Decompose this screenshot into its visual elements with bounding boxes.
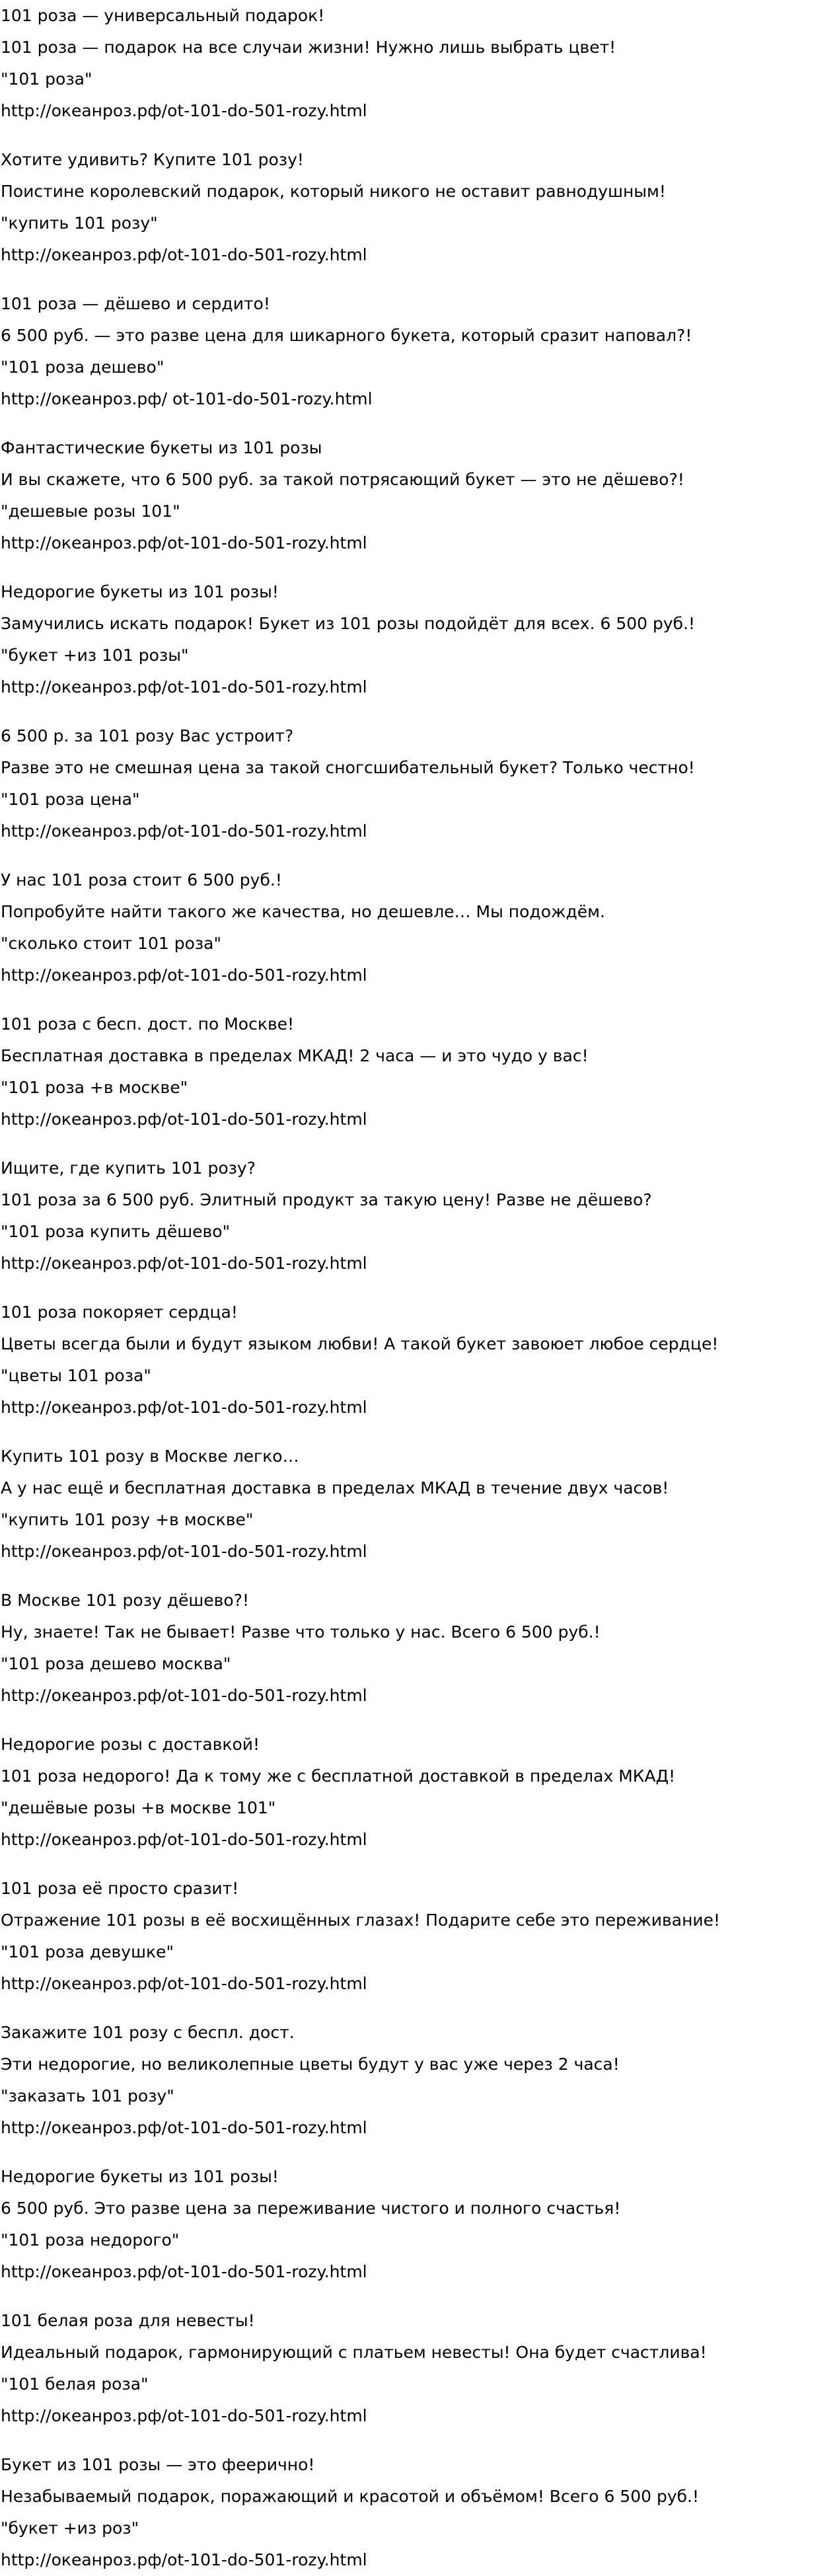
ad-keyword: "101 роза цена" [1, 790, 140, 809]
ad-description: 6 500 руб. Это разве цена за переживание чистого и полного счастья! [1, 2199, 621, 2218]
ad-url: http://океанроз.рф/ot-101-do-501-rozy.html [1, 2262, 367, 2281]
ad-keyword: "101 белая роза" [1, 2374, 149, 2394]
ad-block [1, 1441, 839, 1568]
ad-description: Эти недорогие, но великолепные цветы будут у вас уже через 2 часа! [1, 2055, 620, 2074]
ad-headline: В Москве 101 розу дёшево?! [1, 1591, 249, 1610]
ad-keyword: "сколько стоит 101 роза" [1, 934, 221, 953]
ad-headline: Недорогие розы с доставкой! [1, 1735, 260, 1754]
ad-keyword: "купить 101 розу" [1, 213, 158, 233]
ad-headline: Хотите удивить? Купите 101 розу! [1, 150, 304, 169]
ad-block [1, 1297, 839, 1423]
ad-block [1, 864, 839, 991]
ad-headline: 101 роза с бесп. дост. по Москве! [1, 1014, 295, 1034]
ad-url: http://океанроз.рф/ot-101-do-501-rozy.html [1, 101, 367, 120]
ad-keyword: "101 роза +в москве" [1, 1078, 188, 1097]
ad-block [1, 288, 839, 415]
ad-keyword: "101 роза недорого" [1, 2230, 180, 2250]
ad-description: Незабываемый подарок, поражающий и красотой и объёмом! Всего 6 500 руб.! [1, 2487, 700, 2506]
ad-headline: Недорогие букеты из 101 розы! [1, 2167, 279, 2186]
ad-block [1, 1008, 839, 1135]
ad-description: 101 роза — подарок на все случаи жизни! Нужно лишь выбрать цвет! [1, 38, 616, 57]
ad-headline: Закажите 101 розу с беспл. дост. [1, 2023, 295, 2042]
ad-headline: Букет из 101 розы — это феерично! [1, 2455, 315, 2474]
ad-description: Идеальный подарок, гармонирующий с платьем невесты! Она будет счастлива! [1, 2343, 707, 2362]
ad-keyword: "101 роза купить дёшево" [1, 1222, 231, 1241]
ad-headline: 101 роза покоряет сердца! [1, 1303, 238, 1322]
ad-description: 6 500 руб. — это разве цена для шикарного букета, который сразит наповал?! [1, 326, 692, 345]
ad-block [1, 2017, 839, 2144]
ad-keyword: "101 роза девушке" [1, 1942, 174, 1961]
ad-description: Бесплатная доставка в пределах МКАД! 2 часа — и это чудо у вас! [1, 1046, 589, 1065]
ad-url: http://океанроз.рф/ot-101-do-501-rozy.html [1, 2550, 367, 2569]
ad-block [1, 2449, 839, 2576]
ad-block [1, 1873, 839, 2000]
ad-url: http://океанроз.рф/ot-101-do-501-rozy.html [1, 1398, 367, 1417]
ad-block [1, 720, 839, 847]
ad-keyword: "101 роза" [1, 69, 92, 89]
ad-keyword: "букет +из роз" [1, 2519, 139, 2538]
ad-url: http://океанроз.рф/ot-101-do-501-rozy.html [1, 1110, 367, 1129]
ad-keyword: "101 роза дешево москва" [1, 1654, 231, 1673]
ad-block [1, 432, 839, 559]
ad-headline: Фантастические букеты из 101 розы [1, 438, 322, 457]
ad-url: http://океанроз.рф/ot-101-do-501-rozy.html [1, 1830, 367, 1849]
ad-description: Замучились искать подарок! Букет из 101 розы подойдёт для всех. 6 500 руб.! [1, 614, 696, 633]
ad-description: Разве это не смешная цена за такой сногсшибательный букет? Только честно! [1, 758, 695, 777]
ad-keyword: "цветы 101 роза" [1, 1366, 151, 1385]
ad-url: http://океанроз.рф/ot-101-do-501-rozy.html [1, 1686, 367, 1705]
ad-url: http://океанроз.рф/ot-101-do-501-rozy.html [1, 821, 367, 841]
ad-headline: Ищите, где купить 101 розу? [1, 1158, 256, 1178]
ad-block [1, 576, 839, 703]
ad-headline: Купить 101 розу в Москве легко… [1, 1447, 299, 1466]
ad-headline: 6 500 р. за 101 розу Вас устроит? [1, 726, 294, 745]
ad-headline: 101 роза её просто сразит! [1, 1879, 239, 1898]
ad-url: http://океанроз.рф/ot-101-do-501-rozy.html [1, 966, 367, 985]
ad-description: 101 роза недорого! Да к тому же с бесплатной доставкой в пределах МКАД! [1, 1766, 676, 1786]
ad-url: http://океанроз.рф/ot-101-do-501-rozy.html [1, 1974, 367, 1993]
ad-block [1, 0, 839, 127]
ad-url: http://океанроз.рф/ot-101-do-501-rozy.html [1, 245, 367, 264]
ad-headline: 101 роза — универсальный подарок! [1, 6, 325, 25]
ad-headline: 101 белая роза для невесты! [1, 2311, 255, 2330]
ad-description: Ну, знаете! Так не бывает! Разве что только у нас. Всего 6 500 руб.! [1, 1622, 601, 1642]
ad-url: http://океанроз.рф/ot-101-do-501-rozy.html [1, 677, 367, 697]
ad-keyword: "купить 101 розу +в москве" [1, 1510, 254, 1529]
ad-description: Поистине королевский подарок, который никого не оставит равнодушным! [1, 182, 666, 201]
ad-list [1, 0, 839, 2576]
ad-url: http://океанроз.рф/ot-101-do-501-rozy.html [1, 533, 367, 552]
ad-block [1, 1153, 839, 1279]
ad-description: Отражение 101 розы в её восхищённых глазах! Подарите себе это переживание! [1, 1911, 721, 1930]
ad-keyword: "101 роза дешево" [1, 358, 164, 377]
ad-block [1, 1729, 839, 1856]
ad-headline: У нас 101 роза стоит 6 500 руб.! [1, 870, 282, 890]
ad-url: http://океанроз.рф/ot-101-do-501-rozy.html [1, 1542, 367, 1561]
ad-url: http://океанроз.рф/ ot-101-do-501-rozy.html [1, 389, 373, 408]
ad-block [1, 1585, 839, 1712]
ad-url: http://океанроз.рф/ot-101-do-501-rozy.html [1, 1254, 367, 1273]
ad-keyword: "дешёвые розы +в москве 101" [1, 1798, 276, 1817]
ad-keyword: "букет +из 101 розы" [1, 646, 189, 665]
ad-description: И вы скажете, что 6 500 руб. за такой потрясающий букет — это не дёшево?! [1, 470, 684, 489]
ad-description: Цветы всегда были и будут языком любви! А такой букет завоюет любое сердце! [1, 1334, 719, 1353]
ad-block [1, 2161, 839, 2288]
ad-description: 101 роза за 6 500 руб. Элитный продукт за такую цену! Разве не дёшево? [1, 1190, 652, 1209]
ad-url: http://океанроз.рф/ot-101-do-501-rozy.html [1, 2118, 367, 2137]
ad-block [1, 144, 839, 271]
ad-headline: 101 роза — дёшево и сердито! [1, 294, 270, 313]
ad-keyword: "заказать 101 розу" [1, 2086, 174, 2105]
ad-description: А у нас ещё и бесплатная доставка в пределах МКАД в течение двух часов! [1, 1478, 669, 1497]
ad-headline: Недорогие букеты из 101 розы! [1, 582, 279, 601]
ad-keyword: "дешевые розы 101" [1, 502, 180, 521]
ad-url: http://океанроз.рф/ot-101-do-501-rozy.html [1, 2406, 367, 2425]
ad-description: Попробуйте найти такого же качества, но дешевле… Мы подождём. [1, 902, 605, 921]
ad-block [1, 2305, 839, 2432]
